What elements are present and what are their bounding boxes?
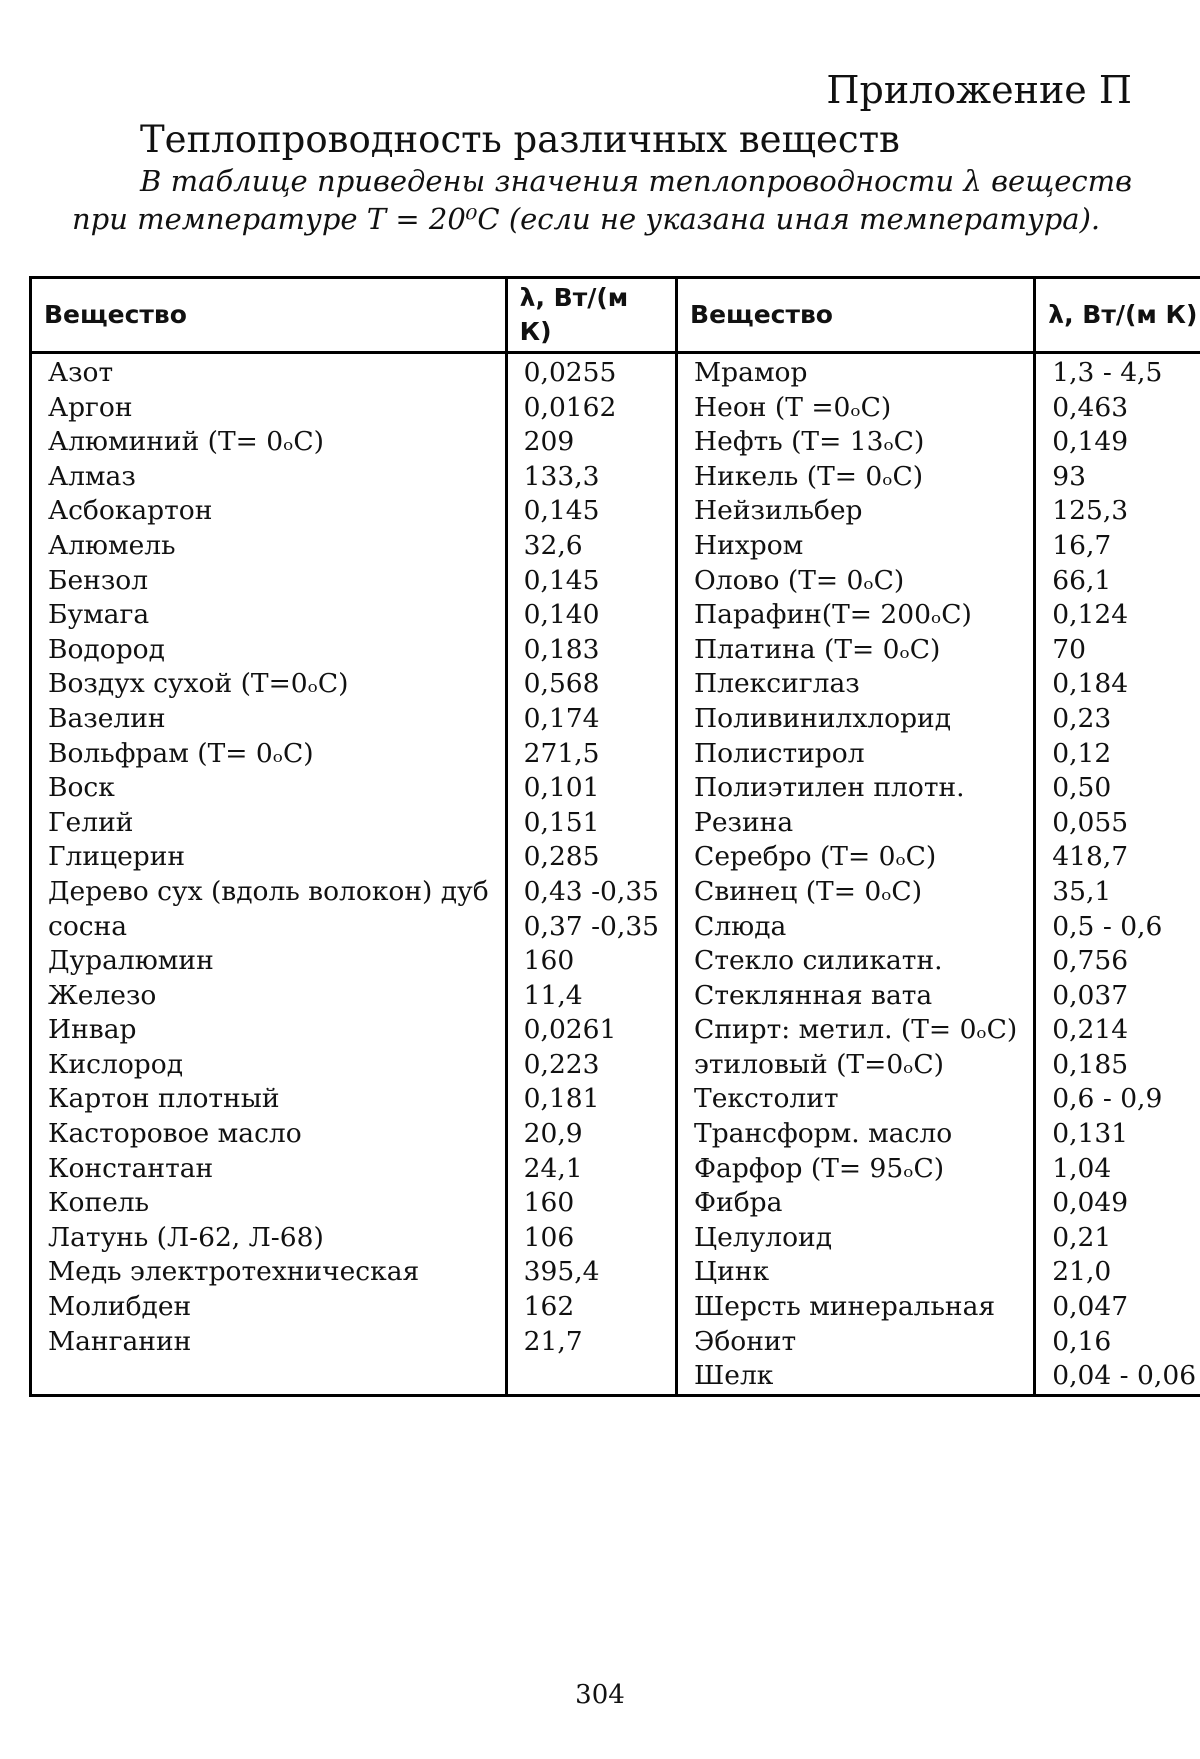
cell-lambda-left: 106 xyxy=(506,1221,676,1256)
cell-lambda-right: 0,131 xyxy=(1052,1118,1129,1150)
table-row xyxy=(31,425,1200,460)
cell-substance-right: Шелк xyxy=(677,1359,1035,1395)
cell-substance-left: Бензол xyxy=(31,564,507,599)
cell-lambda-right: 93 xyxy=(1052,460,1086,492)
conductivity-table xyxy=(29,276,1200,1397)
cell-substance-right: Парафин(T= 200ₒС) xyxy=(677,598,1035,633)
cell-substance-right: Полистирол xyxy=(677,737,1035,772)
cell-substance-right: Мрамор xyxy=(677,353,1035,391)
cell-substance-right: Трансформ. масло xyxy=(677,1117,1035,1152)
table-row xyxy=(31,391,1200,426)
cell-lambda-left: 32,6 xyxy=(506,529,676,564)
table-row xyxy=(31,1186,1200,1221)
cell-substance-left xyxy=(31,1359,507,1395)
cell-substance-left: Кислород xyxy=(31,1048,507,1083)
cell-lambda-right: 0,185 xyxy=(1052,1048,1129,1080)
cell-substance-right: этиловый (T=0ₒС) xyxy=(677,1048,1035,1083)
table-row xyxy=(31,1082,1200,1117)
cell-lambda-left: 0,285 xyxy=(506,840,676,875)
cell-lambda-right: 0,037 xyxy=(1052,979,1129,1011)
cell-lambda-right: 0,6 - 0,9 xyxy=(1052,1083,1163,1115)
header-substance-left: Вещество xyxy=(31,278,507,353)
cell-substance-right: Фарфор (T= 95ₒС) xyxy=(677,1152,1035,1187)
table-row xyxy=(31,1048,1200,1083)
cell-lambda-left: 0,0162 xyxy=(506,391,676,426)
cell-lambda-left: 395,4 xyxy=(506,1255,676,1290)
cell-lambda-right: 0,756 xyxy=(1052,945,1129,977)
cell-lambda-left: 0,101 xyxy=(506,771,676,806)
cell-lambda-left: 0,0255 xyxy=(506,353,676,391)
cell-lambda-left: 162 xyxy=(506,1290,676,1325)
cell-lambda-right: 125,3 xyxy=(1052,495,1129,527)
cell-substance-left: Вольфрам (T= 0ₒС) xyxy=(31,737,507,772)
table-row xyxy=(31,1359,1200,1395)
cell-lambda-left: 0,181 xyxy=(506,1082,676,1117)
cell-lambda-left: 24,1 xyxy=(506,1152,676,1187)
cell-lambda-right: 35,1 xyxy=(1052,875,1112,907)
cell-substance-right: Шерсть минеральная xyxy=(677,1290,1035,1325)
cell-lambda-right: 0,124 xyxy=(1052,599,1129,631)
cell-lambda-right: 0,049 xyxy=(1052,1187,1129,1219)
cell-lambda-left: 11,4 xyxy=(506,979,676,1014)
cell-substance-right: Текстолит xyxy=(677,1082,1035,1117)
cell-substance-right: Серебро (T= 0ₒС) xyxy=(677,840,1035,875)
header-lambda-left: λ, Вт/(м К) xyxy=(506,278,676,353)
table-row xyxy=(31,771,1200,806)
cell-substance-left: Асбокартон xyxy=(31,494,507,529)
cell-substance-left: Алмаз xyxy=(31,460,507,495)
table-row xyxy=(31,529,1200,564)
cell-substance-left: Азот xyxy=(31,353,507,391)
page-number: 304 xyxy=(575,1680,625,1710)
cell-substance-left: Дуралюмин xyxy=(31,944,507,979)
cell-lambda-right: 1,04 xyxy=(1052,1152,1112,1184)
cell-lambda-left: 209 xyxy=(506,425,676,460)
cell-lambda-right: 0,12 xyxy=(1052,737,1112,769)
cell-substance-right: Плексиглаз xyxy=(677,667,1035,702)
table-row xyxy=(31,633,1200,668)
table-row xyxy=(31,494,1200,529)
table-header-row xyxy=(31,278,1200,353)
table-row xyxy=(31,1221,1200,1256)
cell-lambda-right: 1,3 - 4,5 xyxy=(1052,357,1163,388)
table-row xyxy=(31,910,1200,945)
cell-substance-right: Свинец (T= 0ₒС) xyxy=(677,875,1035,910)
table-row xyxy=(31,840,1200,875)
cell-lambda-right: 70 xyxy=(1052,633,1086,665)
cell-substance-left: Молибден xyxy=(31,1290,507,1325)
cell-substance-left: Дерево сух (вдоль волокон) дуб xyxy=(31,875,507,910)
cell-lambda-right: 21,0 xyxy=(1052,1256,1112,1288)
cell-substance-left: Картон плотный xyxy=(31,1082,507,1117)
cell-substance-left: Бумага xyxy=(31,598,507,633)
cell-substance-right: Никель (T= 0ₒС) xyxy=(677,460,1035,495)
cell-lambda-right: 16,7 xyxy=(1052,529,1112,561)
table-row xyxy=(31,1255,1200,1290)
cell-lambda-right: 0,149 xyxy=(1052,426,1129,458)
cell-substance-left: Вазелин xyxy=(31,702,507,737)
cell-substance-right: Нейзильбер xyxy=(677,494,1035,529)
cell-substance-right: Спирт: метил. (T= 0ₒС) xyxy=(677,1013,1035,1048)
cell-substance-right: Олово (T= 0ₒС) xyxy=(677,564,1035,599)
cell-substance-right: Нефть (T= 13ₒС) xyxy=(677,425,1035,460)
cell-lambda-left: 0,223 xyxy=(506,1048,676,1083)
cell-lambda-right: 0,23 xyxy=(1052,702,1112,734)
cell-substance-right: Целулоид xyxy=(677,1221,1035,1256)
cell-substance-left: Воск xyxy=(31,771,507,806)
cell-substance-right: Эбонит xyxy=(677,1325,1035,1360)
cell-lambda-right: 0,184 xyxy=(1052,668,1129,700)
cell-lambda-right: 0,463 xyxy=(1052,391,1129,423)
table-row xyxy=(31,1152,1200,1187)
cell-substance-left: Инвар xyxy=(31,1013,507,1048)
cell-substance-right: Фибра xyxy=(677,1186,1035,1221)
cell-substance-left: Копель xyxy=(31,1186,507,1221)
cell-substance-right: Полиэтилен плотн. xyxy=(677,771,1035,806)
table-row xyxy=(31,460,1200,495)
cell-lambda-right: 0,047 xyxy=(1052,1291,1129,1323)
table-row xyxy=(31,944,1200,979)
table-row xyxy=(31,667,1200,702)
cell-lambda-right: 0,055 xyxy=(1052,806,1129,838)
cell-substance-right: Цинк xyxy=(677,1255,1035,1290)
cell-substance-left: Медь электротехническая xyxy=(31,1255,507,1290)
cell-lambda-left: 160 xyxy=(506,1186,676,1221)
table-body xyxy=(31,353,1200,1396)
cell-substance-right: Слюда xyxy=(677,910,1035,945)
table-row xyxy=(31,353,1200,391)
cell-lambda-left: 0,151 xyxy=(506,806,676,841)
cell-substance-right: Поливинилхлорид xyxy=(677,702,1035,737)
cell-substance-left: Водород xyxy=(31,633,507,668)
cell-substance-right: Стекло силикатн. xyxy=(677,944,1035,979)
table-row xyxy=(31,1290,1200,1325)
table-row xyxy=(31,737,1200,772)
table-row xyxy=(31,1117,1200,1152)
cell-substance-left: Гелий xyxy=(31,806,507,841)
cell-lambda-left: 20,9 xyxy=(506,1117,676,1152)
cell-substance-left: Алюмель xyxy=(31,529,507,564)
table-row xyxy=(31,806,1200,841)
cell-substance-right: Стеклянная вата xyxy=(677,979,1035,1014)
table-row xyxy=(31,598,1200,633)
cell-substance-right: Нихром xyxy=(677,529,1035,564)
cell-substance-right: Резина xyxy=(677,806,1035,841)
cell-lambda-right: 0,50 xyxy=(1052,772,1112,804)
cell-lambda-left: 0,43 -0,35 xyxy=(506,875,676,910)
table-row xyxy=(31,1013,1200,1048)
cell-lambda-right: 418,7 xyxy=(1052,841,1129,873)
cell-lambda-left: 160 xyxy=(506,944,676,979)
cell-lambda-left xyxy=(506,1359,676,1395)
cell-lambda-left: 0,183 xyxy=(506,633,676,668)
cell-lambda-left: 21,7 xyxy=(506,1325,676,1360)
cell-substance-left: Аргон xyxy=(31,391,507,426)
cell-lambda-right: 66,1 xyxy=(1052,564,1112,596)
table-row xyxy=(31,564,1200,599)
cell-lambda-left: 0,140 xyxy=(506,598,676,633)
cell-lambda-left: 0,568 xyxy=(506,667,676,702)
cell-lambda-right: 0,214 xyxy=(1052,1014,1129,1046)
cell-substance-left: сосна xyxy=(31,910,507,945)
table-row xyxy=(31,702,1200,737)
cell-lambda-left: 0,145 xyxy=(506,494,676,529)
cell-lambda-left: 133,3 xyxy=(506,460,676,495)
cell-lambda-left: 0,145 xyxy=(506,564,676,599)
page-title: Теплопроводность различных веществ xyxy=(140,118,900,161)
cell-substance-right: Неон (T =0ₒС) xyxy=(677,391,1035,426)
cell-lambda-right: 0,04 - 0,06 xyxy=(1052,1360,1197,1392)
cell-lambda-left: 0,174 xyxy=(506,702,676,737)
cell-substance-left: Железо xyxy=(31,979,507,1014)
cell-lambda-right: 0,5 - 0,6 xyxy=(1052,910,1163,942)
cell-lambda-left: 0,0261 xyxy=(506,1013,676,1048)
cell-lambda-right: 0,16 xyxy=(1052,1325,1112,1357)
cell-substance-left: Латунь (Л-62, Л-68) xyxy=(31,1221,507,1256)
cell-substance-left: Воздух сухой (T=0ₒС) xyxy=(31,667,507,702)
appendix-label: Приложение П xyxy=(826,68,1132,112)
table-row xyxy=(31,979,1200,1014)
cell-substance-left: Алюминий (T= 0ₒС) xyxy=(31,425,507,460)
header-substance-right: Вещество xyxy=(677,278,1035,353)
cell-substance-left: Манганин xyxy=(31,1325,507,1360)
cell-lambda-right: 0,21 xyxy=(1052,1221,1112,1253)
table-row xyxy=(31,1325,1200,1360)
cell-lambda-left: 0,37 -0,35 xyxy=(506,910,676,945)
cell-substance-left: Касторовое масло xyxy=(31,1117,507,1152)
intro-paragraph: В таблице приведены значения теплопроводности λ веществ при температуре T = 20⁰С (если не указана иная температура). xyxy=(72,164,1132,236)
cell-lambda-left: 271,5 xyxy=(506,737,676,772)
table-row xyxy=(31,875,1200,910)
cell-substance-left: Глицерин xyxy=(31,840,507,875)
header-lambda-right: λ, Вт/(м К) xyxy=(1035,278,1200,353)
cell-substance-left: Константан xyxy=(31,1152,507,1187)
cell-substance-right: Платина (T= 0ₒС) xyxy=(677,633,1035,668)
